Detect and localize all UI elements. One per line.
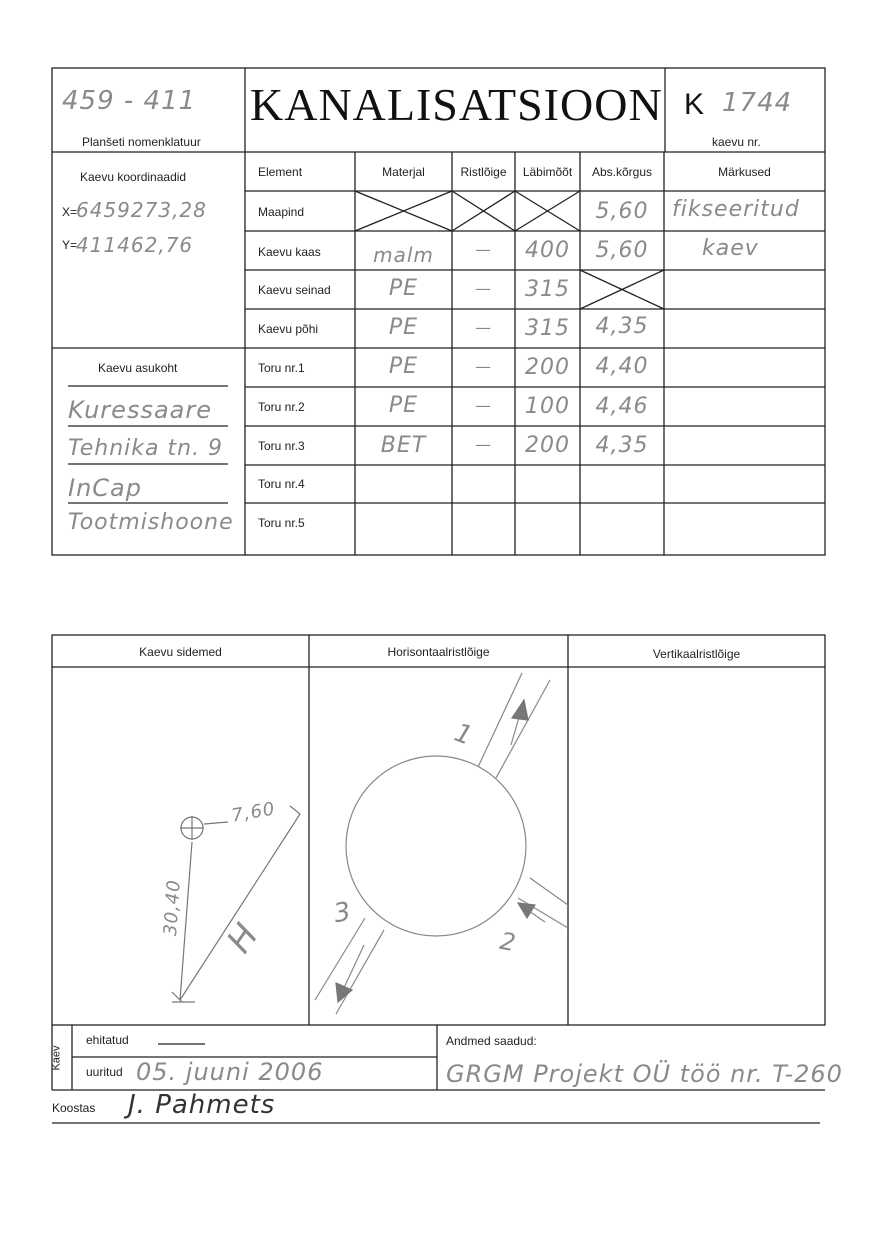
row-element: Kaevu kaas [258, 245, 321, 259]
row-element: Kaevu seinad [258, 283, 331, 297]
row-element: Kaevu põhi [258, 322, 319, 336]
surveyed-label: uuritud [86, 1065, 123, 1079]
row-diameter: 200 [525, 355, 570, 380]
location-line-2: Tehnika tn. 9 [68, 436, 224, 461]
row-remark: fikseeritud [672, 197, 800, 222]
y-coordinate-value: 411462,76 [76, 233, 194, 257]
tie-distance-1: 7,60 [230, 798, 278, 827]
row-material: PE [388, 315, 419, 340]
location-line-3: InCap [68, 474, 142, 502]
row-elevation: 5,60 [595, 199, 649, 224]
tie-column-label: Kaevu sidemed [139, 645, 222, 659]
location-line-4: Tootmishoone [68, 510, 234, 535]
row-material: PE [388, 276, 419, 301]
col-header-elevation: Abs.kõrgus [591, 165, 653, 179]
col-header-section: Ristlõige [460, 165, 507, 179]
row-diameter: 315 [525, 316, 570, 341]
row-elevation: 4,35 [595, 433, 649, 458]
building-label: H [219, 915, 268, 961]
row-element: Toru nr.1 [258, 361, 305, 375]
well-prefix: K [684, 88, 705, 121]
row-element: Toru nr.2 [258, 400, 305, 414]
built-label: ehitatud [86, 1033, 129, 1047]
row-element: Maapind [258, 205, 305, 219]
row-section: — [475, 396, 492, 415]
row-diameter: 400 [525, 238, 570, 263]
tie-distance-2: 30,40 [160, 878, 185, 937]
nomenclature-label: Planšeti nomenklatuur [82, 135, 201, 149]
row-section: — [475, 357, 492, 376]
coordinates-label: Kaevu koordinaadid [80, 170, 187, 184]
row-elevation: 4,46 [595, 394, 649, 419]
location-line-1: Kuressaare [68, 396, 212, 424]
row-element: Toru nr.4 [258, 477, 305, 491]
pipe-label-3: 3 [331, 896, 355, 930]
x-prefix: X= [62, 205, 78, 219]
tie-sketch [172, 806, 300, 1002]
pipe-label-2: 2 [497, 926, 519, 958]
data-source-value: GRGM Projekt OÜ töö nr. T-260 [446, 1060, 843, 1088]
col-header-element: Element [258, 165, 303, 179]
row-elevation: 4,35 [595, 314, 649, 339]
horizontal-section-sketch [315, 673, 568, 1014]
row-diameter: 200 [525, 433, 570, 458]
row-material: PE [388, 393, 419, 418]
data-source-label: Andmed saadud: [446, 1034, 537, 1048]
row-remark: kaev [702, 236, 759, 261]
row-elevation: 4,40 [595, 354, 649, 379]
page-title: KANALISATSIOON [250, 79, 663, 130]
x-coordinate-value: 6459273,28 [76, 198, 207, 222]
nomenclature-value: 459 - 411 [62, 86, 197, 116]
col-header-remarks: Märkused [718, 165, 771, 179]
row-material: BET [380, 433, 427, 458]
col-header-diameter: Läbimõõt [522, 165, 573, 179]
row-element: Toru nr.3 [258, 439, 305, 453]
location-label: Kaevu asukoht [98, 361, 178, 375]
horizontal-section-label: Horisontaalristlõige [387, 645, 490, 659]
y-prefix: Y= [62, 238, 78, 252]
compiled-label: Koostas [52, 1101, 96, 1115]
col-header-material: Materjal [382, 165, 425, 179]
row-section: — [475, 435, 492, 454]
row-section: — [475, 279, 492, 298]
row-diameter: 100 [525, 394, 570, 419]
surveyed-date: 05. juuni 2006 [136, 1058, 324, 1086]
row-element: Toru nr.5 [258, 516, 305, 530]
well-number: 1744 [722, 88, 793, 118]
row-diameter: 315 [525, 277, 570, 302]
row-section: — [475, 318, 492, 337]
well-side-label: Kaev [50, 1045, 63, 1071]
row-material: malm [373, 243, 434, 267]
vertical-section-label: Vertikaalristlõige [652, 647, 741, 661]
compiled-signature: J. Pahmets [128, 1090, 276, 1120]
pipe-label-1: 1 [450, 717, 478, 753]
row-elevation: 5,60 [595, 238, 649, 263]
row-section: — [475, 240, 492, 259]
row-material: PE [388, 354, 419, 379]
well-number-label: kaevu nr. [712, 135, 761, 149]
